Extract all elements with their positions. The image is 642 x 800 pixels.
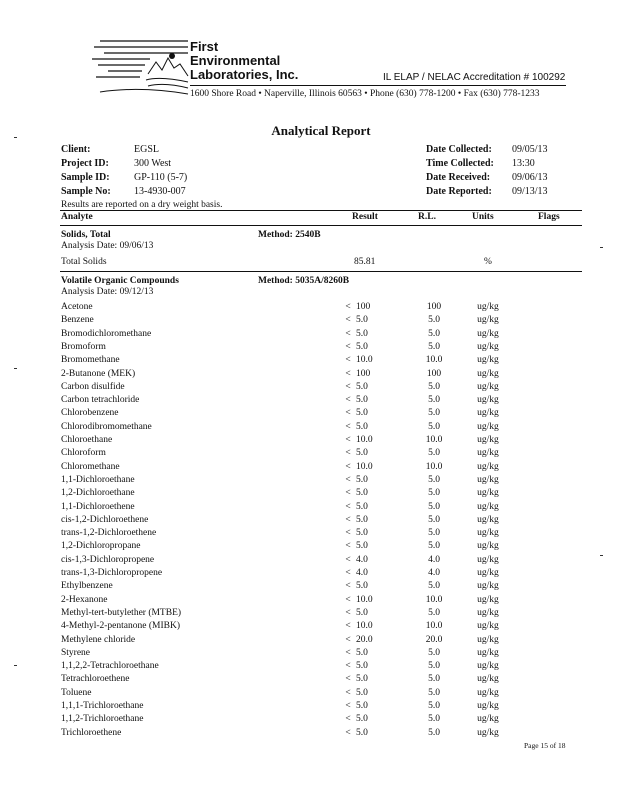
analyte-units: ug/kg: [477, 581, 499, 592]
col-header-result: Result: [352, 212, 378, 222]
voc-section-title: Volatile Organic Compounds: [61, 276, 179, 286]
analyte-units: ug/kg: [477, 381, 499, 392]
table-row: [0, 342, 642, 355]
analyte-rl: 20.0: [425, 634, 443, 645]
table-row: [0, 595, 642, 608]
table-row: [0, 408, 642, 421]
analyte-result: 5.0: [356, 687, 368, 698]
analyte-result: 100: [356, 302, 371, 312]
analyte-units: ug/kg: [477, 302, 499, 312]
analyte-result: 5.0: [356, 408, 368, 419]
time-collected-label: Time Collected:: [426, 158, 494, 169]
analyte-rl: 5.0: [428, 501, 440, 512]
analyte-name: trans-1,2-Dichloroethene: [61, 528, 157, 539]
analyte-name: Methyl-tert-butylether (MTBE): [61, 607, 182, 618]
analyte-units: ug/kg: [477, 341, 499, 352]
analyte-result: 5.0: [356, 661, 368, 672]
analyte-name: 1,1-Dichloroethene: [61, 501, 135, 512]
table-row: [0, 528, 642, 541]
analyte-name: Methylene chloride: [61, 634, 136, 645]
analyte-name: Acetone: [61, 302, 93, 312]
analyte-qualifier: <: [345, 302, 351, 312]
analyte-units: ug/kg: [477, 355, 499, 366]
table-row: [0, 688, 642, 701]
analyte-qualifier: <: [345, 701, 351, 711]
analyte-name: 2-Butanone (MEK): [61, 368, 136, 379]
analyte-result: 5.0: [356, 328, 368, 339]
date-received-value: 09/06/13: [512, 172, 548, 183]
table-row: [0, 541, 642, 554]
table-row: [0, 635, 642, 648]
analyte-qualifier: <: [345, 554, 351, 565]
analyte-units: ug/kg: [477, 514, 499, 525]
analyte-name: cis-1,3-Dichloropropene: [61, 554, 155, 565]
analyte-qualifier: <: [345, 448, 351, 459]
analyte-units: ug/kg: [477, 488, 499, 499]
scan-mark: [14, 368, 17, 369]
analyte-qualifier: <: [345, 568, 351, 578]
analyte-result: 5.0: [356, 581, 368, 592]
analyte-units: ug/kg: [477, 474, 499, 485]
lab-address: 1600 Shore Road • Naperville, Illinois 60563 • Phone (630) 778-1200 • Fax (630) 778-1233: [190, 89, 540, 99]
voc-method: Method: 5035A/8260B: [258, 276, 350, 286]
analyte-qualifier: <: [345, 621, 351, 632]
dry-weight-note: Results are reported on a dry weight basis.: [61, 200, 223, 210]
analyte-result: 20.0: [356, 634, 373, 645]
analyte-rl: 5.0: [428, 687, 440, 698]
table-row: [0, 701, 642, 714]
analyte-name: Chlorobenzene: [61, 408, 119, 419]
solids-analysis-date: Analysis Date: 09/06/13: [61, 241, 154, 251]
analyte-units: ug/kg: [477, 461, 499, 472]
solids-section-title: Solids, Total: [61, 230, 111, 240]
analyte-result: 5.0: [356, 528, 368, 539]
table-row: [0, 435, 642, 448]
analyte-rl: 5.0: [428, 647, 440, 658]
analyte-units: ug/kg: [477, 687, 499, 698]
analyte-name: 2-Hexanone: [61, 594, 108, 605]
col-header-units: Units: [472, 212, 494, 222]
analyte-rl: 5.0: [428, 714, 440, 725]
analyte-name: Bromomethane: [61, 355, 120, 366]
analyte-qualifier: <: [345, 474, 351, 485]
table-row: [0, 329, 642, 342]
analyte-qualifier: <: [345, 501, 351, 512]
table-row: [0, 302, 642, 315]
analyte-qualifier: <: [345, 727, 351, 738]
report-title: Analytical Report: [271, 123, 371, 138]
analyte-rl: 5.0: [428, 448, 440, 459]
analyte-qualifier: <: [345, 435, 351, 445]
analyte-rl: 5.0: [428, 581, 440, 592]
table-row: [0, 422, 642, 435]
analyte-name: Chlorodibromomethane: [61, 421, 152, 432]
analyte-rl: 10.0: [425, 355, 443, 366]
analyte-result: 5.0: [356, 381, 368, 392]
col-header-rl: R.L.: [418, 212, 436, 222]
analyte-rl: 5.0: [428, 381, 440, 392]
table-row: [0, 714, 642, 727]
table-row: [0, 382, 642, 395]
analyte-qualifier: <: [345, 395, 351, 406]
analyte-rl: 5.0: [428, 341, 440, 352]
analyte-units: ug/kg: [477, 714, 499, 725]
analyte-name: Tetrachloroethene: [61, 674, 130, 685]
analyte-units: ug/kg: [477, 727, 499, 738]
analyte-name: Total Solids: [61, 257, 107, 267]
analyte-units: ug/kg: [477, 368, 499, 379]
solids-method: Method: 2540B: [258, 230, 321, 240]
analyte-result: 4.0: [356, 568, 368, 578]
table-row: [0, 488, 642, 501]
analyte-result: 85.81: [354, 257, 376, 267]
scan-mark: [14, 137, 17, 138]
analyte-qualifier: <: [345, 581, 351, 592]
date-reported-label: Date Reported:: [426, 186, 492, 197]
analyte-result: 5.0: [356, 315, 368, 326]
analyte-name: Chloroethane: [61, 435, 113, 445]
analyte-name: Ethylbenzene: [61, 581, 113, 592]
analyte-rl: 5.0: [428, 674, 440, 685]
analyte-result: 5.0: [356, 701, 368, 711]
analyte-units: ug/kg: [477, 541, 499, 552]
scan-mark: [14, 665, 17, 666]
analyte-name: 4-Methyl-2-pentanone (MIBK): [61, 621, 180, 632]
analyte-name: 1,1,2-Trichloroethane: [61, 714, 144, 725]
analyte-rl: 10.0: [425, 621, 443, 632]
analyte-name: Benzene: [61, 315, 94, 326]
table-row: [0, 581, 642, 594]
analyte-units: ug/kg: [477, 647, 499, 658]
analyte-units: ug/kg: [477, 421, 499, 432]
analyte-qualifier: <: [345, 714, 351, 725]
analyte-result: 10.0: [356, 461, 373, 472]
analyte-qualifier: <: [345, 461, 351, 472]
analyte-units: ug/kg: [477, 661, 499, 672]
table-row: [0, 462, 642, 475]
analyte-units: ug/kg: [477, 408, 499, 419]
voc-analysis-date: Analysis Date: 09/12/13: [61, 287, 154, 297]
analyte-units: %: [484, 257, 492, 267]
analyte-name: Toluene: [61, 687, 92, 698]
table-row: [0, 728, 642, 741]
analyte-name: 1,1,2,2-Tetrachloroethane: [61, 661, 159, 672]
table-row: [0, 568, 642, 581]
analyte-qualifier: <: [345, 661, 351, 672]
analyte-result: 5.0: [356, 421, 368, 432]
table-row: [0, 502, 642, 515]
analyte-qualifier: <: [345, 381, 351, 392]
analyte-units: ug/kg: [477, 435, 499, 445]
analyte-result: 5.0: [356, 647, 368, 658]
analyte-result: 5.0: [356, 674, 368, 685]
analyte-result: 5.0: [356, 727, 368, 738]
sample-no-value: 13-4930-007: [134, 186, 186, 197]
analyte-rl: 5.0: [428, 727, 440, 738]
analyte-result: 5.0: [356, 341, 368, 352]
analyte-qualifier: <: [345, 368, 351, 379]
table-row: [0, 674, 642, 687]
analyte-qualifier: <: [345, 674, 351, 685]
analyte-name: Carbon tetrachloride: [61, 395, 140, 406]
time-collected-value: 13:30: [512, 158, 535, 169]
header-rule: [190, 85, 566, 86]
analyte-rl: 5.0: [428, 328, 440, 339]
analyte-units: ug/kg: [477, 594, 499, 605]
analyte-rl: 5.0: [428, 607, 440, 618]
analyte-units: ug/kg: [477, 568, 499, 578]
col-header-analyte: Analyte: [61, 212, 93, 222]
analyte-qualifier: <: [345, 315, 351, 326]
analyte-name: Carbon disulfide: [61, 381, 125, 392]
sample-id-label: Sample ID:: [61, 172, 110, 183]
analyte-name: Chloromethane: [61, 461, 120, 472]
analyte-name: Trichloroethene: [61, 727, 122, 738]
analyte-result: 10.0: [356, 621, 373, 632]
client-value: EGSL: [134, 144, 159, 155]
analyte-rl: 5.0: [428, 514, 440, 525]
table-row: [0, 555, 642, 568]
table-row: [0, 369, 642, 382]
analyte-rl: 5.0: [428, 421, 440, 432]
sample-no-label: Sample No:: [61, 186, 111, 197]
analyte-result: 5.0: [356, 488, 368, 499]
analyte-qualifier: <: [345, 541, 351, 552]
analyte-result: 5.0: [356, 395, 368, 406]
analyte-name: Chloroform: [61, 448, 106, 459]
table-row: [0, 395, 642, 408]
analyte-result: 4.0: [356, 554, 368, 565]
analyte-rl: 100: [426, 302, 442, 312]
table-row: [0, 648, 642, 661]
lab-name-line-3: Laboratories, Inc.: [190, 67, 299, 82]
analyte-rl: 4.0: [428, 568, 440, 578]
analyte-result: 5.0: [356, 474, 368, 485]
analyte-qualifier: <: [345, 607, 351, 618]
table-row: [0, 475, 642, 488]
analyte-units: ug/kg: [477, 701, 499, 711]
analyte-qualifier: <: [345, 647, 351, 658]
analyte-qualifier: <: [345, 634, 351, 645]
analyte-qualifier: <: [345, 328, 351, 339]
analyte-rl: 5.0: [428, 661, 440, 672]
analyte-qualifier: <: [345, 421, 351, 432]
table-row: [0, 661, 642, 674]
analyte-units: ug/kg: [477, 501, 499, 512]
table-top-rule: [60, 210, 582, 211]
header-bottom-rule: [60, 225, 582, 226]
analyte-name: cis-1,2-Dichloroethene: [61, 514, 149, 525]
analyte-qualifier: <: [345, 488, 351, 499]
analyte-rl: 100: [426, 368, 442, 379]
analyte-units: ug/kg: [477, 315, 499, 326]
analyte-qualifier: <: [345, 687, 351, 698]
client-label: Client:: [61, 144, 91, 155]
analyte-rl: 10.0: [425, 435, 443, 445]
analyte-name: 1,1,1-Trichloroethane: [61, 701, 144, 711]
project-value: 300 West: [134, 158, 172, 169]
table-row: [0, 621, 642, 634]
analyte-rl: 5.0: [428, 474, 440, 485]
analyte-result: 5.0: [356, 501, 368, 512]
table-row: [0, 355, 642, 368]
analyte-name: Styrene: [61, 647, 91, 658]
analyte-qualifier: <: [345, 594, 351, 605]
analyte-rl: 10.0: [425, 594, 443, 605]
lab-name-line-2: Environmental: [190, 53, 281, 68]
analyte-result: 10.0: [356, 355, 373, 366]
analyte-units: ug/kg: [477, 328, 499, 339]
date-received-label: Date Received:: [426, 172, 491, 183]
analyte-rl: 5.0: [428, 528, 440, 539]
analyte-result: 10.0: [356, 594, 373, 605]
analyte-units: ug/kg: [477, 607, 499, 618]
scan-mark: [600, 555, 603, 556]
scan-mark: [600, 247, 603, 248]
analyte-units: ug/kg: [477, 634, 499, 645]
accreditation-text: IL ELAP / NELAC Accreditation # 100292: [383, 72, 566, 83]
analyte-qualifier: <: [345, 514, 351, 525]
table-row: [0, 515, 642, 528]
analyte-qualifier: <: [345, 528, 351, 539]
col-header-flags: Flags: [538, 212, 560, 222]
analyte-result: 10.0: [356, 435, 373, 445]
analyte-qualifier: <: [345, 408, 351, 419]
analyte-qualifier: <: [345, 341, 351, 352]
analyte-rl: 4.0: [428, 554, 440, 565]
analyte-name: 1,1-Dichloroethane: [61, 474, 135, 485]
table-row: [0, 257, 642, 270]
sample-id-value: GP-110 (5-7): [134, 172, 188, 183]
analyte-units: ug/kg: [477, 395, 499, 406]
analyte-rl: 5.0: [428, 488, 440, 499]
project-label: Project ID:: [61, 158, 109, 169]
analyte-result: 5.0: [356, 514, 368, 525]
table-row: [0, 448, 642, 461]
analyte-name: trans-1,3-Dichloropropene: [61, 568, 163, 578]
analyte-rl: 10.0: [425, 461, 443, 472]
analyte-units: ug/kg: [477, 621, 499, 632]
analyte-units: ug/kg: [477, 554, 499, 565]
analyte-result: 5.0: [356, 714, 368, 725]
analyte-units: ug/kg: [477, 448, 499, 459]
analyte-rl: 5.0: [428, 408, 440, 419]
analyte-rl: 5.0: [428, 395, 440, 406]
date-collected-value: 09/05/13: [512, 144, 548, 155]
analyte-name: Bromoform: [61, 341, 106, 352]
table-row: [0, 315, 642, 328]
analyte-name: 1,2-Dichloroethane: [61, 488, 135, 499]
analyte-result: 5.0: [356, 541, 368, 552]
section-rule: [60, 271, 582, 272]
analyte-result: 100: [356, 368, 371, 379]
analyte-result: 5.0: [356, 607, 368, 618]
analyte-qualifier: <: [345, 355, 351, 366]
date-collected-label: Date Collected:: [426, 144, 492, 155]
lab-name-line-1: First: [190, 39, 219, 54]
analyte-rl: 5.0: [428, 701, 440, 711]
analyte-units: ug/kg: [477, 674, 499, 685]
page-number: Page 15 of 18: [524, 741, 566, 750]
analyte-units: ug/kg: [477, 528, 499, 539]
date-reported-value: 09/13/13: [512, 186, 548, 197]
analyte-rl: 5.0: [428, 541, 440, 552]
analyte-rl: 5.0: [428, 315, 440, 326]
analyte-name: 1,2-Dichloropropane: [61, 541, 141, 552]
analyte-result: 5.0: [356, 448, 368, 459]
lab-logo: [90, 36, 190, 100]
table-row: [0, 608, 642, 621]
analyte-name: Bromodichloromethane: [61, 328, 152, 339]
